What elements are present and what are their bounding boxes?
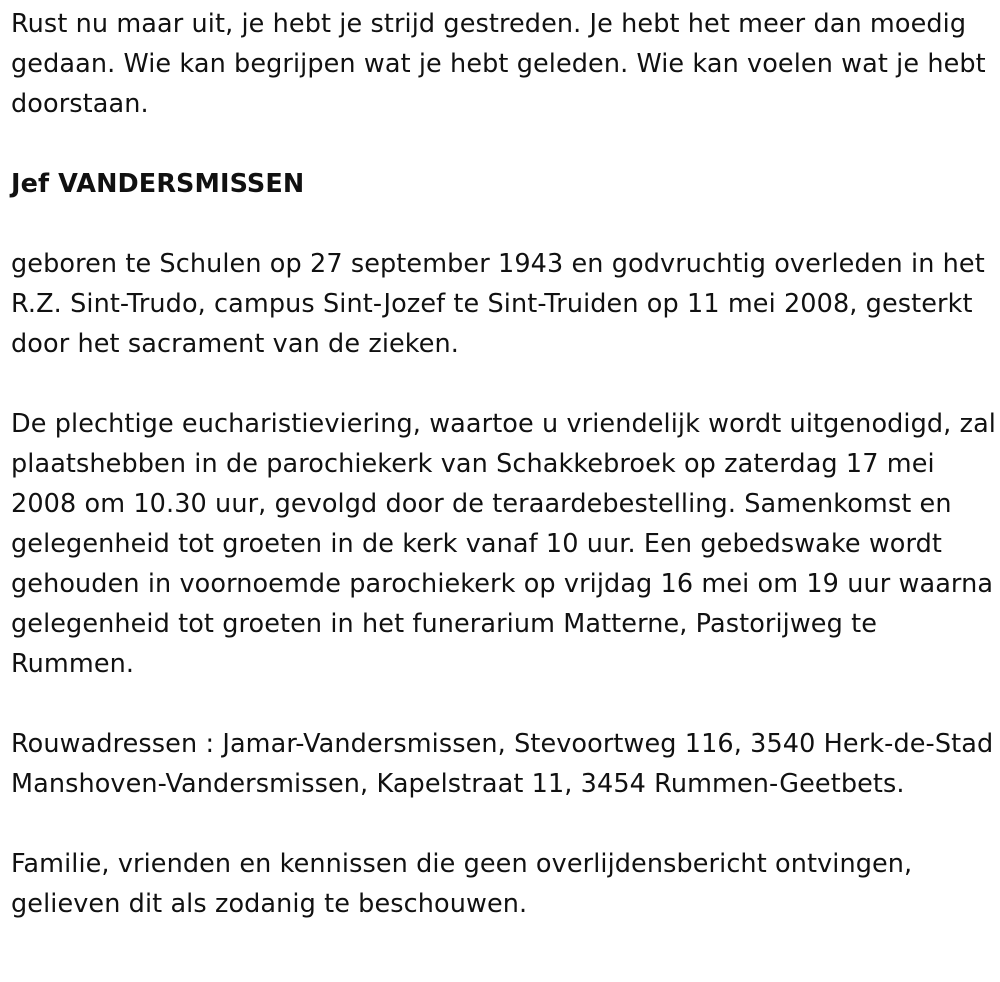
mourning-addresses: Rouwadressen : Jamar-Vandersmissen, Stevoortweg 116, 3540 Herk-de-Stad Manshoven-Vandersmissen, Kapelstraat 11, 3454 Rummen-Geetbets. <box>11 729 994 799</box>
obituary-notice <box>11 4 996 924</box>
closing-note: Familie, vrienden en kennissen die geen overlijdensbericht ontvingen, gelieven dit als zodanig te beschouwen. <box>11 849 913 919</box>
ceremony-paragraph: De plechtige eucharistieviering, waartoe u vriendelijk wordt uitgenodigd, zal plaatshebben in de parochiekerk van Schakkebroek op zaterdag 17 mei 2008 om 10.30 uur, gevolgd door de teraardebestelling. Samenkomst en gelegenheid tot groeten in de kerk vanaf 10 uur. Een gebedswake wordt gehouden in voornoemde parochiekerk op vrijdag 16 mei om 19 uur waarna gelegenheid tot groeten in het funerarium Matterne, Pastorijweg te Rummen. <box>11 409 996 679</box>
deceased-name: Jef VANDERSMISSEN <box>11 169 305 199</box>
birth-death-paragraph: geboren te Schulen op 27 september 1943 en godvruchtig overleden in het R.Z. Sint-Trudo, campus Sint-Jozef te Sint-Truiden op 11 mei 2008, gesterkt door het sacrament van de zieken. <box>11 249 985 359</box>
memorial-quote: Rust nu maar uit, je hebt je strijd gestreden. Je hebt het meer dan moedig gedaan. Wie kan begrijpen wat je hebt geleden. Wie kan voelen wat je hebt doorstaan. <box>11 9 986 119</box>
